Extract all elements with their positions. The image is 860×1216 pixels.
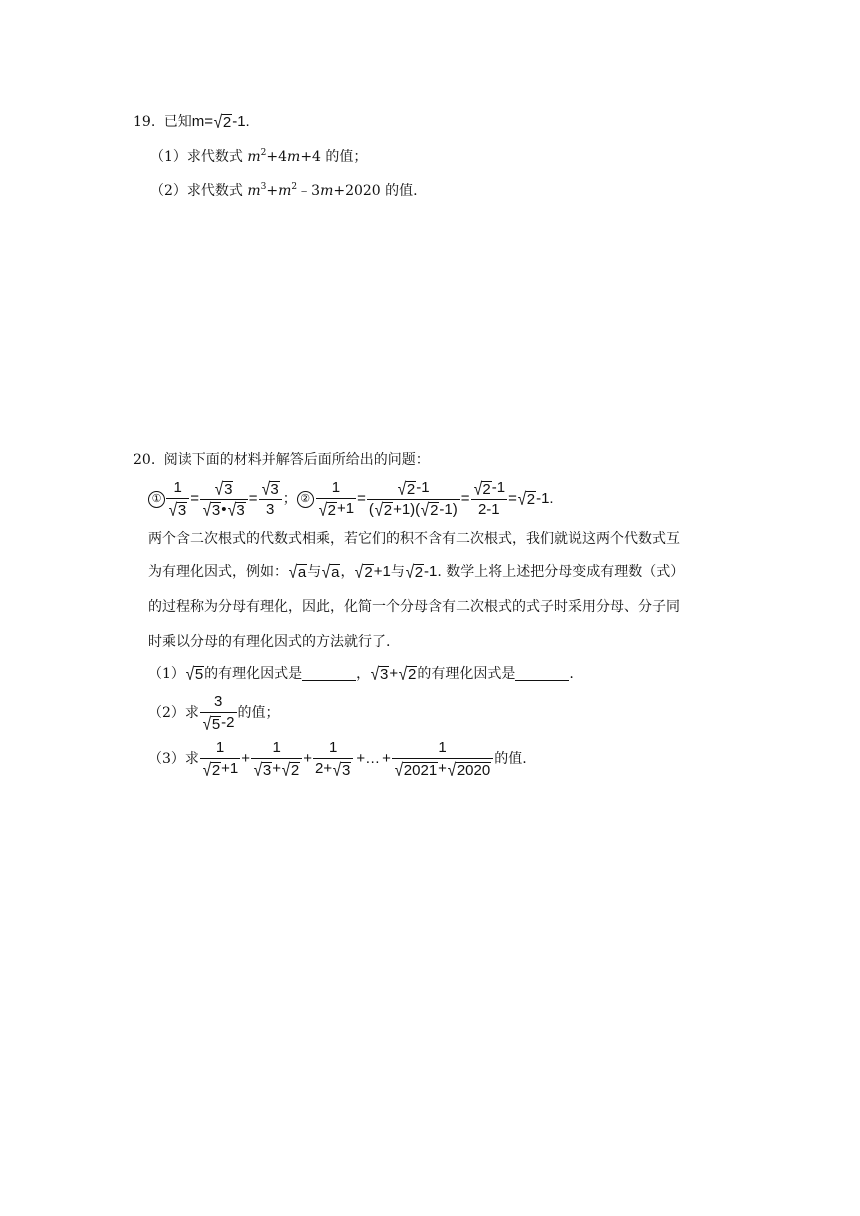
q20-p1-comma: ， xyxy=(356,666,371,682)
q20-p2-label: （2） xyxy=(148,705,185,721)
q20-p3-post: 的值. xyxy=(494,751,527,767)
q20-ex2-eq3: = xyxy=(508,490,517,507)
q20-p3-frac4: 1 √ 2021 + √ 2020 xyxy=(392,739,493,778)
q20-ex-semicolon: ； xyxy=(282,491,297,507)
q20-ex2-frac2: √ 2 -1 ( √ 2 +1)( √ 2 -1) xyxy=(368,478,458,520)
q19-p1-post: 的值； xyxy=(325,149,368,165)
q20-para2-with2: 与 xyxy=(390,564,405,580)
q20-p1-sqrt3: √ 3 xyxy=(370,664,389,684)
q20-ex1-eq2: = xyxy=(248,490,258,507)
q19-p1-exp: 2 xyxy=(260,148,267,158)
q19-p2-mid: ﹣3 xyxy=(297,183,321,199)
q20-para2-post: . 数学上将上述把分母变成有理数（式） xyxy=(437,564,685,580)
q20-p3-plus2: + xyxy=(303,750,313,767)
q20-p1-sqrt5: √ 5 xyxy=(185,664,204,684)
q19-p2-plus: + xyxy=(266,183,279,199)
q20-p1-plus: + xyxy=(389,665,399,682)
q20-ex1-frac1: 1 √ 3 xyxy=(166,479,189,518)
q19-p2-post: 的值. xyxy=(385,183,418,199)
q20-p3-frac1: 1 √ 2 +1 xyxy=(200,739,240,778)
q20-ex1-eq1: = xyxy=(190,490,199,507)
q20-para2-minus1: -1 xyxy=(424,563,438,580)
q19-p2-label: （2） xyxy=(150,183,187,199)
q19-p1-label: （1） xyxy=(150,149,187,165)
q19-sqrt2: √ 2 xyxy=(213,112,232,132)
q20-ex1-frac2: √ 3 √ 3 • √ 3 xyxy=(200,479,248,518)
q20-p2-post: 的值； xyxy=(237,705,280,721)
q19-part2 xyxy=(150,181,418,201)
q20-ex2-eq2: = xyxy=(460,490,470,507)
q19-p2-var1: m xyxy=(247,183,261,199)
q20-ex2-result-tail: -1. xyxy=(536,490,554,507)
q20-p2-pre: 求 xyxy=(184,705,199,721)
q19-part1 xyxy=(150,147,367,167)
q20-p3-plus1: + xyxy=(241,750,251,767)
q19-number: 19. xyxy=(133,114,156,130)
q20-p1-sqrt2: √ 2 xyxy=(398,664,417,684)
q20-part1 xyxy=(148,664,574,684)
q20-ex1-frac3: √ 3 3 xyxy=(259,479,282,518)
q20-example2-marker: ② xyxy=(297,491,314,508)
q19-p1-mid2: +4 xyxy=(300,149,321,165)
q20-examples xyxy=(148,476,554,522)
q20-number: 20. xyxy=(133,452,156,468)
q20-para2-sqrt2-b: √ 2 xyxy=(405,562,424,582)
q20-para2-sqrt-a1: √ a xyxy=(288,562,307,582)
q20-stem-text: 阅读下面的材料并解答后面所给出的问题： xyxy=(163,452,430,468)
q20-example1-marker: ① xyxy=(148,491,165,508)
q20-para2-pre: 为有理化因式，例如： xyxy=(148,564,288,580)
q20-para2-sqrt2-a: √ 2 xyxy=(355,562,373,582)
q20-p3-frac2: 1 √ 3 + √ 2 xyxy=(251,739,302,778)
q20-para-line3: 的过程称为分母有理化，因此，化简一个分母含有二次根式的式子时采用分母、分子同 xyxy=(148,599,680,615)
q20-para2-plus1: +1 xyxy=(373,563,391,580)
q19-p2-exp1: 3 xyxy=(260,182,267,192)
q20-para2-with1: 与 xyxy=(307,564,322,580)
q20-ex2-frac3: √ 2 -1 2-1 xyxy=(471,479,508,518)
q20-stem xyxy=(133,450,430,470)
q20-para-line1: 两个含二次根式的代数式相乘，若它们的积不含有二次根式，我们就说这两个代数式互 xyxy=(148,531,680,547)
q20-p3-pre: 求 xyxy=(184,751,199,767)
q20-ex2-eq1: = xyxy=(357,490,366,507)
q20-part2 xyxy=(148,690,280,736)
q20-p3-plus3: + xyxy=(382,750,391,767)
q20-part3 xyxy=(148,736,527,782)
q19-p2-var2: m xyxy=(278,183,292,199)
q20-para-line2 xyxy=(148,562,684,582)
q20-p1-mid2: 的有理化因式是 xyxy=(417,666,516,682)
q19-p1-pre: 求代数式 xyxy=(186,149,243,165)
q19-p2-pre: 求代数式 xyxy=(186,183,243,199)
q20-p1-blank1[interactable] xyxy=(302,668,356,681)
q19-stem xyxy=(133,112,250,132)
q20-para2-comma: ， xyxy=(340,564,355,580)
q19-m-eq: m= xyxy=(191,113,213,130)
q20-ex2-frac1: 1 √ 2 +1 xyxy=(316,479,356,518)
q20-para2-sqrt-a2: √ a xyxy=(321,562,340,582)
q20-ex2-result-sqrt: √ 2 xyxy=(517,489,536,509)
q20-p1-end: . xyxy=(569,666,574,682)
q20-p2-frac: 3 √ 5 -2 xyxy=(200,693,237,732)
q19-stem-pre: 已知 xyxy=(163,114,192,130)
q19-p1-var: m xyxy=(247,149,261,165)
q19-p2-mid2: +2020 xyxy=(333,183,381,199)
q20-p1-mid1: 的有理化因式是 xyxy=(204,666,303,682)
q20-p3-dots: +… xyxy=(356,750,381,767)
q19-p1-var2: m xyxy=(287,149,301,165)
q20-p3-frac3: 1 2+ √ 3 xyxy=(313,739,353,778)
q19-p2-exp2: 2 xyxy=(291,182,298,192)
q20-p1-blank2[interactable] xyxy=(515,668,569,681)
q19-p2-var3: m xyxy=(320,183,334,199)
q20-p3-label: （3） xyxy=(148,751,185,767)
q19-tail: -1. xyxy=(232,113,250,130)
q19-p1-mid1: +4 xyxy=(266,149,288,165)
q20-p1-label: （1） xyxy=(148,666,185,682)
q20-para-line4: 时乘以分母的有理化因式的方法就行了. xyxy=(148,634,391,650)
